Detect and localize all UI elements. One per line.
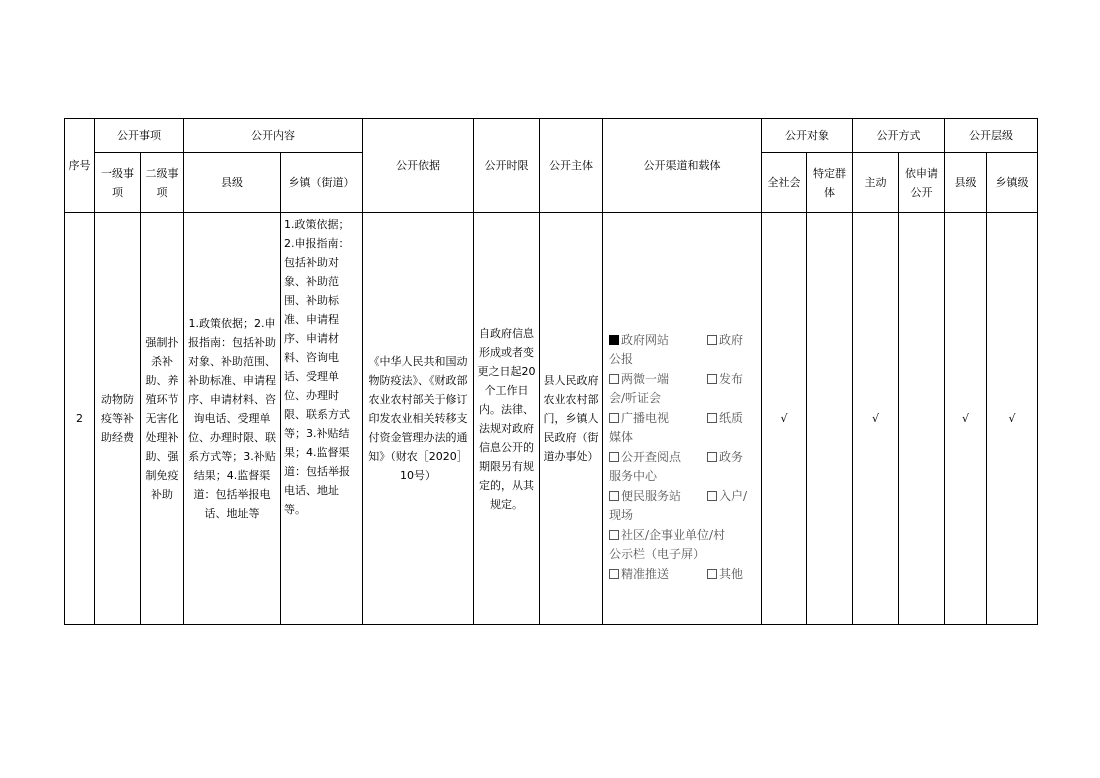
- checkbox-icon: [609, 374, 619, 384]
- time-limit-header: 公开时限: [474, 119, 540, 213]
- basis-header: 公开依据: [363, 119, 474, 213]
- channel-option: 其他: [719, 566, 744, 581]
- channel-list: [609, 253, 758, 585]
- checkbox-icon: [609, 491, 619, 501]
- channel-option-continuation: 公报: [609, 352, 634, 367]
- whole-society-header: 全社会: [762, 153, 807, 213]
- channel-option: 纸质: [719, 410, 744, 425]
- channel-row: [609, 370, 758, 390]
- tier-town-header: 乡镇级: [987, 153, 1038, 213]
- channel-cell: [603, 213, 762, 625]
- town-content-cell: 1.政策依据；2.申报指南：包括补助对象、补助范围、补助标准、申请程序、申请材料、咨询电话、受理单位、办理时限、联系方式等；3.补贴结果；4.监督渠道：包括举报电话、地址等。: [281, 213, 363, 625]
- channel-option: 入户/: [719, 488, 748, 503]
- checkbox-icon: [609, 452, 619, 462]
- level1-cell: 动物防疫等补助经费: [95, 213, 141, 625]
- checkbox-icon: [707, 374, 717, 384]
- channel-option: 广播电视: [621, 410, 670, 425]
- active-header: 主动: [853, 153, 899, 213]
- basis-cell: 《中华人民共和国动物防疫法》、《财政部 农业农村部关于修订印发农业相关转移支付资金管理办法的通知》（财农［2020］10号）: [363, 213, 474, 625]
- level2-header: 二级事项: [141, 153, 184, 213]
- specific-group-check: [807, 213, 853, 625]
- seq-header: 序号: [65, 119, 95, 213]
- channel-option-continuation: 现场: [609, 508, 634, 523]
- channel-header: 公开渠道和载体: [603, 119, 762, 213]
- channel-row: [609, 448, 758, 468]
- checkbox-icon: [707, 335, 717, 345]
- checkbox-icon: [609, 413, 619, 423]
- checkbox-icon: [609, 569, 619, 579]
- items-header: 公开事项: [95, 119, 184, 153]
- checkbox-icon: [609, 335, 619, 345]
- specific-group-header: 特定群体: [807, 153, 853, 213]
- level1-header: 一级事项: [95, 153, 141, 213]
- mode-header: 公开方式: [853, 119, 945, 153]
- table-row: [65, 213, 1038, 625]
- subject-cell: 县人民政府农业农村部门，乡镇人民政府（街道办事处）: [540, 213, 603, 625]
- channel-option-continuation: 公示栏（电子屏）: [609, 547, 706, 562]
- channel-option: 社区/企事业单位/村: [621, 527, 726, 542]
- target-header: 公开对象: [762, 119, 853, 153]
- tier-header: 公开层级: [945, 119, 1038, 153]
- checkbox-icon: [707, 452, 717, 462]
- on-request-check: [899, 213, 945, 625]
- channel-option-continuation: 会/听证会: [609, 391, 662, 406]
- county-content-cell: 1.政策依据；2.申报指南：包括补助对象、补助范围、补助标准、申请程序、申请材料、咨询电话、受理单位、办理时限、联系方式等；3.补贴结果；4.监督渠道：包括举报电话、地址等: [184, 213, 281, 625]
- channel-option: 两微一端: [621, 371, 670, 386]
- channel-option-continuation: 媒体: [609, 430, 634, 445]
- level2-cell: 强制扑杀补助、养殖环节无害化处理补助、强制免疫补助: [141, 213, 184, 625]
- tier-county-check: √: [945, 213, 987, 625]
- channel-row: [609, 409, 758, 429]
- checkbox-icon: [707, 491, 717, 501]
- tier-town-check: √: [987, 213, 1038, 625]
- header-row-1: [65, 119, 1038, 153]
- channel-option: 公开查阅点: [621, 449, 682, 464]
- active-check: √: [853, 213, 899, 625]
- content-header: 公开内容: [184, 119, 363, 153]
- channel-row: [609, 487, 758, 507]
- subject-header: 公开主体: [540, 119, 603, 213]
- seq-cell: 2: [65, 213, 95, 625]
- checkbox-icon: [707, 413, 717, 423]
- channel-option: 发布: [719, 371, 744, 386]
- channel-option: 精准推送: [621, 566, 670, 581]
- checkbox-icon: [609, 530, 619, 540]
- channel-option: 政府网站: [621, 332, 670, 347]
- channel-row: [609, 526, 758, 546]
- channel-option: 政务: [719, 449, 744, 464]
- town-header: 乡镇（街道）: [281, 153, 363, 213]
- whole-society-check: √: [762, 213, 807, 625]
- channel-option-continuation: 服务中心: [609, 469, 658, 484]
- disclosure-table: [64, 118, 1038, 625]
- channel-row: [609, 331, 758, 351]
- tier-county-header: 县级: [945, 153, 987, 213]
- channel-option: 政府: [719, 332, 744, 347]
- channel-row: [609, 565, 758, 585]
- county-header: 县级: [184, 153, 281, 213]
- channel-option: 便民服务站: [621, 488, 682, 503]
- checkbox-icon: [707, 569, 717, 579]
- on-request-header: 依申请公开: [899, 153, 945, 213]
- time-limit-cell: 自政府信息形成或者变更之日起20个工作日内。法律、法规对政府信息公开的期限另有规定的，从其规定。: [474, 213, 540, 625]
